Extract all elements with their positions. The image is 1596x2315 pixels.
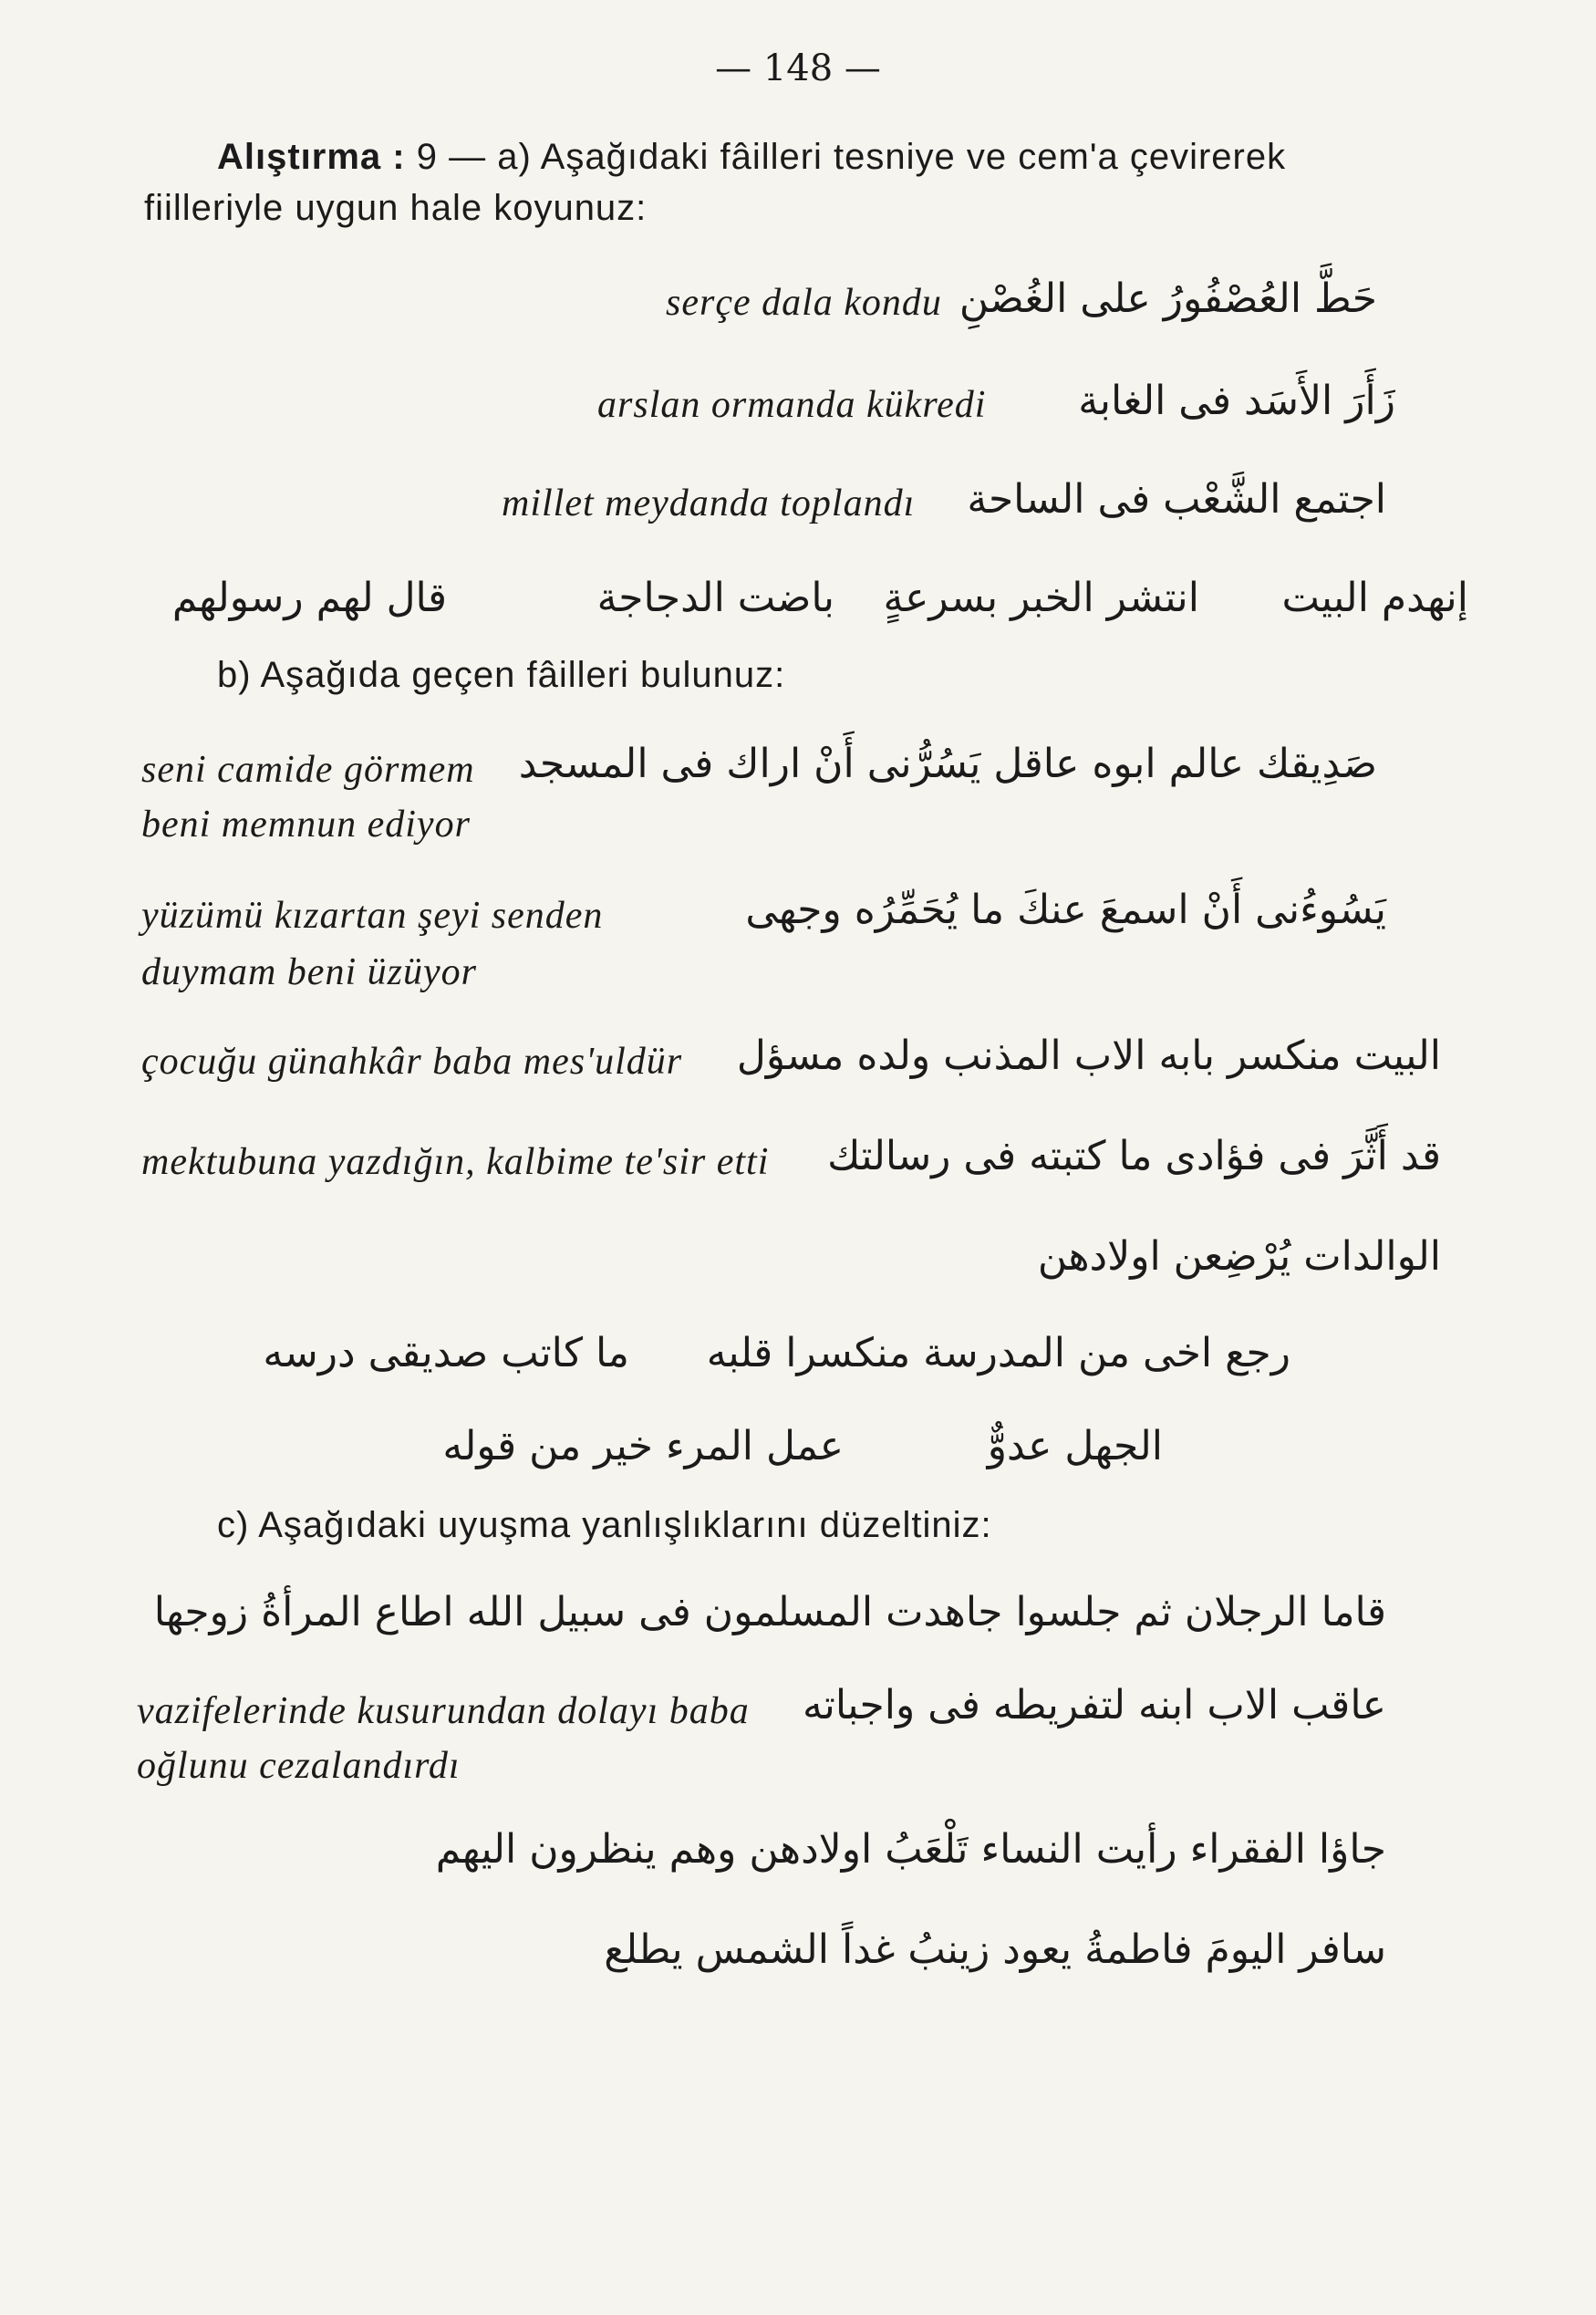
b-item-1-arabic: صَدِيقك عالم ابوه عاقل يَسُرُّنى أَنْ اراك فى المسجد [518, 741, 1377, 787]
a-item-1-turkish: serçe dala kondu [666, 282, 942, 324]
b-item-2-arabic: يَسُوءُنى أَنْ اسمعَ عنكَ ما يُحَمِّرُه وجهى [745, 887, 1386, 933]
b-item-3-arabic: البيت منكسر بابه الاب المذنب ولده مسؤل [736, 1033, 1441, 1079]
b-extra-3a: الجهل عدوٌّ [987, 1423, 1163, 1469]
section-c-heading: c) Aşağıdaki uyuşma yanlışlıklarını düzeltiniz: [217, 1505, 992, 1545]
b-extra-2a: رجع اخى من المدرسة منكسرا قلبه [706, 1330, 1290, 1376]
b-extra-2b: ما كاتب صديقى درسه [263, 1330, 629, 1376]
c-item-turkish-2: oğlunu cezalandırdı [137, 1745, 461, 1787]
a-extra-2: انتشر الخبر بسرعةٍ [883, 575, 1199, 621]
b-item-1-turkish-2: beni memnun ediyor [141, 804, 471, 846]
a-item-2-turkish: arslan ormanda kükredi [597, 384, 987, 426]
b-item-4-arabic: قد أَثَّرَ فى فؤادى ما كتبته فى رسالتك [827, 1133, 1441, 1179]
b-item-2-turkish-1: yüzümü kızartan şeyi senden [141, 895, 604, 937]
a-item-3-arabic: اجتمع الشَّعْب فى الساحة [967, 476, 1386, 523]
a-item-1-arabic: حَطَّ العُصْفُورُ على الغُصْنِ [959, 275, 1377, 322]
exercise-intro-line [217, 137, 1286, 178]
a-extra-3: باضت الدجاجة [596, 575, 834, 621]
b-extra-3b: عمل المرء خير من قوله [442, 1423, 844, 1469]
b-item-4-turkish-1: mektubuna yazdığın, kalbime te'sir etti [141, 1141, 770, 1183]
c-line-1: قاما الرجلان ثم جلسوا جاهدت المسلمون فى سبيل الله اطاع المرأةُ زوجها [153, 1589, 1386, 1635]
exercise-intro-cont: fiilleriyle uygun hale koyunuz: [144, 188, 648, 228]
b-extra-1: الوالدات يُرْضِعن اولادهن [1037, 1233, 1441, 1280]
a-extra-1: إنهدم البيت [1281, 575, 1468, 621]
b-item-3-turkish-1: çocuğu günahkâr baba mes'uldür [141, 1041, 683, 1083]
c-line-2: جاؤا الفقراء رأيت النساء تَلْعَبُ اولادهن وهم ينظرون اليهم [435, 1826, 1386, 1873]
exercise-intro: 9 — a) Aşağıdaki fâilleri tesniye ve cem'a çevirerek [416, 137, 1287, 177]
section-b-heading: b) Aşağıda geçen fâilleri bulunuz: [217, 655, 786, 695]
b-item-1-turkish-1: seni camide görmem [141, 749, 475, 791]
exercise-label: Alıştırma : [217, 137, 406, 177]
page-number: — 148 — [715, 47, 881, 89]
c-item-turkish-1: vazifelerinde kusurundan dolayı baba [137, 1690, 750, 1732]
c-line-3: سافر اليومَ فاطمةُ يعود زينبُ غداً الشمس يطلع [604, 1926, 1386, 1973]
a-item-3-turkish: millet meydanda toplandı [502, 483, 916, 524]
b-item-2-turkish-2: duymam beni üzüyor [141, 951, 477, 993]
c-item-arabic: عاقب الاب ابنه لتفريطه فى واجباته [803, 1682, 1386, 1728]
a-item-2-arabic: زَأَرَ الأَسَد فى الغابة [1078, 378, 1395, 424]
a-extra-4: قال لهم رسولهم [171, 575, 447, 621]
